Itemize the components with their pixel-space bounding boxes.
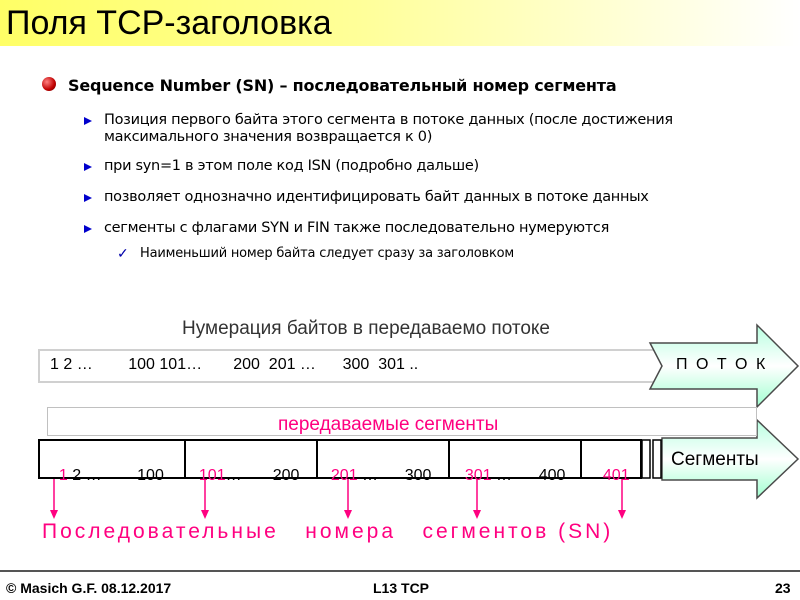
check-item-text: Наименьший номер байта следует сразу за заголовком <box>140 246 514 261</box>
segment-label <box>594 449 630 485</box>
segments-caption: передаваемые сегменты <box>278 414 499 435</box>
slide-title: Поля TCP-заголовка <box>6 4 332 42</box>
segment-first-byte: 201 <box>330 467 358 484</box>
segment-range: 2 … 100 <box>67 467 164 484</box>
segment-range: … 300 <box>357 467 432 484</box>
segment-label <box>190 449 299 485</box>
sequence-numbers-label: Последовательные номера сегментов (SN) <box>42 520 614 543</box>
pointer-arrowhead <box>50 510 58 519</box>
stream-caption: Нумерация байтов в передаваемо потоке <box>182 318 550 339</box>
sub-bullet-2: при syn=1 в этом поле код ISN (подробно дальше) <box>104 158 479 174</box>
segment-range: … 400 <box>491 467 566 484</box>
stream-arrow-label: П О Т О К <box>676 356 768 373</box>
segment-first-byte: 101 <box>198 467 226 484</box>
segment-label <box>50 449 164 485</box>
segment-first-byte: 1 <box>58 467 68 484</box>
sub-bullet-1b: максимального значения возвращается к 0) <box>104 129 433 145</box>
segment-gap-marker <box>653 440 661 478</box>
sub-bullet-1a: Позиция первого байта этого сегмента в потоке данных (после достижения <box>104 112 673 128</box>
segment-first-byte: 301 <box>464 467 492 484</box>
footer-copyright: © Masich G.F. 08.12.2017 <box>6 580 172 596</box>
pointer-arrowhead <box>344 510 352 519</box>
segment-first-byte: 401 <box>602 467 630 484</box>
footer-lecture: L13 TCP <box>373 580 430 596</box>
segment-label <box>456 449 565 485</box>
segment-gap-marker <box>642 440 650 478</box>
checkmark-icon: ✓ <box>117 245 129 261</box>
pointer-arrowhead <box>618 510 626 519</box>
main-bullet-text: Sequence Number (SN) – последовательный номер сегмента <box>68 76 617 95</box>
byte-stream-text: 1 2 … 100 101… 200 201 … 300 301 .. <box>50 356 419 373</box>
segments-arrow-label: Сегменты <box>671 449 759 470</box>
footer-divider <box>0 570 800 572</box>
segment-range: … 200 <box>225 467 300 484</box>
footer-page-number: 23 <box>775 580 791 596</box>
pointer-arrowhead <box>473 510 481 519</box>
sub-bullet-3: позволяет однозначно идентифицировать байт данных в потоке данных <box>104 189 649 205</box>
sub-bullet-4: сегменты с флагами SYN и FIN также последовательно нумеруются <box>104 220 610 236</box>
pointer-arrowhead <box>201 510 209 519</box>
segment-label <box>322 449 431 485</box>
